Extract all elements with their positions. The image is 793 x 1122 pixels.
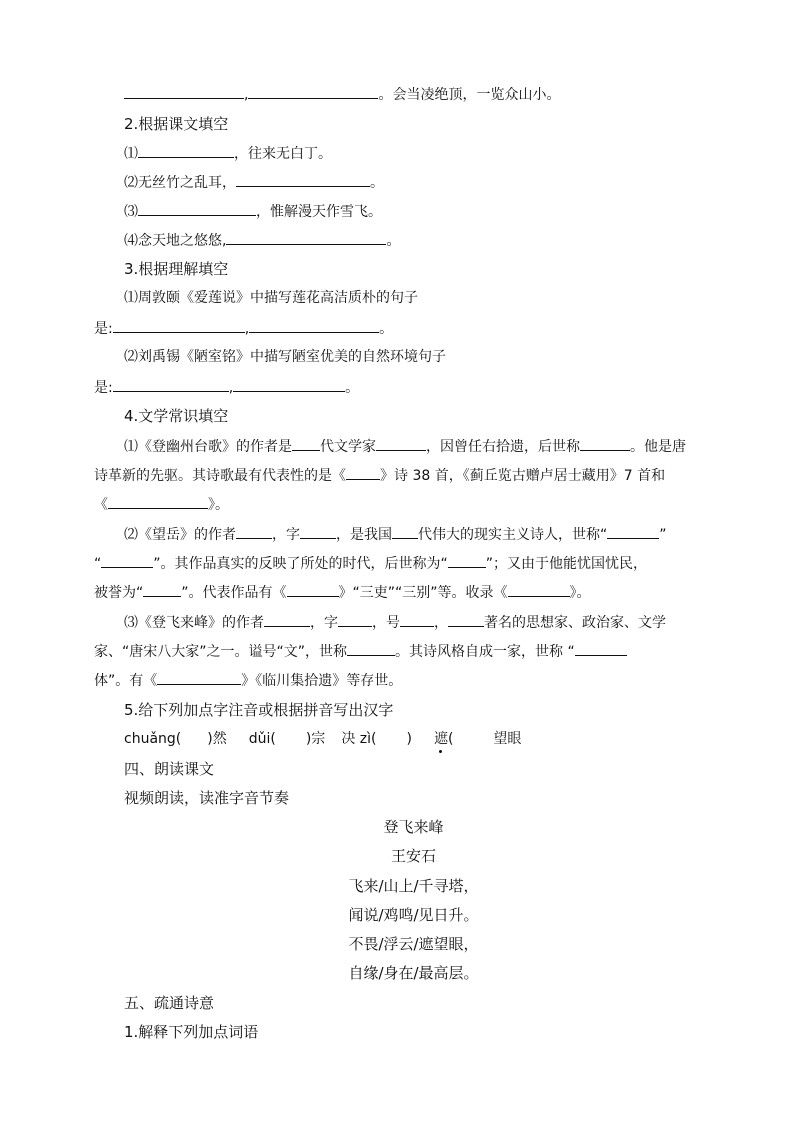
blank[interactable]: [236, 524, 272, 539]
blank[interactable]: [124, 84, 244, 99]
poem-author: 王安石: [390, 847, 436, 865]
blank[interactable]: [508, 582, 570, 597]
poem-line-3: 不畏/浮云/遮望眼，: [348, 935, 479, 953]
blank[interactable]: [400, 612, 434, 627]
s3-answer-2: 是: , 。: [94, 377, 359, 398]
blank[interactable]: [264, 612, 310, 627]
s4-p3-line3: 体”。有《 》《临川集拾遗》等存世。: [94, 670, 402, 691]
blank[interactable]: [580, 436, 630, 451]
poem-line-4: 自缘/身在/最高层。: [348, 964, 479, 982]
blank[interactable]: [347, 641, 395, 656]
section-five-title: 五、疏通诗意: [124, 994, 215, 1012]
s4-p2-line1: ⑵《望岳》的作者 ，字 ，是我国 代伟大的现实主义诗人，世称“ ”: [124, 524, 667, 545]
blank[interactable]: [249, 318, 379, 333]
s4-p3-line2: 家、“唐宋八大家”之一。谥号“文”，世称 。其诗风格自成一家，世称 “: [94, 641, 627, 662]
s2-item-3: ⑶ ，惟解漫天作雪飞。: [124, 201, 382, 222]
s2-item-1: ⑴ ，往来无白丁。: [124, 143, 332, 164]
blank[interactable]: [575, 641, 627, 656]
s3-question-2: ⑵刘禹锡《陋室铭》中描写陋室优美的自然环境句子: [124, 349, 446, 365]
blank[interactable]: [143, 582, 181, 597]
blank[interactable]: [448, 553, 486, 568]
poem-title: 登飞来峰: [383, 818, 444, 836]
blank[interactable]: [233, 377, 345, 392]
blank[interactable]: [300, 524, 336, 539]
poem-line-2: 闻说/鸡鸣/见日升。: [348, 906, 479, 924]
s4-p2-line2: “ ”。其作品真实的反映了所处的时代，后世称为“ ”；又由于他能忧国忧民，: [94, 553, 647, 574]
blank[interactable]: [448, 612, 484, 627]
blank[interactable]: [108, 494, 208, 509]
s5-pinyin-line: chuǎng( )然 dǔi( )宗 决 zì( ) 遮( 望眼: [124, 731, 522, 747]
section-2-title: 2.根据课文填空: [124, 115, 229, 133]
poem-line-1: 飞来/山上/千寻塔，: [348, 877, 479, 895]
section-4-title: 4.文学常识填空: [124, 407, 229, 425]
blank[interactable]: [226, 230, 386, 245]
blank[interactable]: [236, 172, 370, 187]
s2-item-2: ⑵无丝竹之乱耳， 。: [124, 172, 384, 193]
blank[interactable]: [292, 436, 320, 451]
s4-p2-line3: 被誉为“ ”。代表作品有《 》“三吏”“三别”等。收录《 》。: [94, 582, 591, 603]
top-fill-line: , 。会当凌绝顶，一览众山小。: [124, 84, 560, 105]
s4-p1-line1: ⑴《登幽州台歌》的作者是 代文学家 ，因曾任右拾遗，后世称 。他是唐: [124, 436, 686, 457]
blank[interactable]: [113, 377, 229, 392]
blank[interactable]: [287, 582, 339, 597]
s4-p1-line3: 《 》。: [94, 494, 229, 515]
blank[interactable]: [346, 465, 380, 480]
dotted-char: 遮: [433, 731, 448, 747]
blank[interactable]: [138, 143, 234, 158]
blank[interactable]: [113, 318, 245, 333]
section-5-title: 5.给下列加点字注音或根据拼音写出汉字: [124, 701, 394, 719]
section-five-sub: 1.解释下列加点词语: [124, 1023, 259, 1041]
blank[interactable]: [248, 84, 378, 99]
s3-answer-1: 是: , 。: [94, 318, 393, 339]
blank[interactable]: [338, 612, 372, 627]
s4-p1-line2: 诗革新的先驱。其诗歌最有代表性的是《 》诗 38 首，《蓟丘览古赠卢居士藏用》7 首和: [94, 465, 665, 486]
section-four-title: 四、朗读课文: [124, 760, 215, 778]
blank[interactable]: [376, 436, 426, 451]
s4-p3-line1: ⑶《登飞来峰》的作者 ，字 ，号 ， 著名的思想家、政治家、文学: [124, 612, 666, 633]
blank[interactable]: [101, 553, 153, 568]
s3-question-1: ⑴周敦颐《爱莲说》中描写莲花高洁质朴的句子: [124, 290, 418, 306]
s2-item-4: ⑷念天地之悠悠, 。: [124, 230, 400, 251]
blank[interactable]: [138, 201, 256, 216]
blank[interactable]: [157, 670, 241, 685]
section-3-title: 3.根据理解填空: [124, 260, 229, 278]
blank[interactable]: [607, 524, 659, 539]
blank[interactable]: [392, 524, 418, 539]
section-four-sub: 视频朗读，读准字音节奏: [124, 789, 290, 807]
